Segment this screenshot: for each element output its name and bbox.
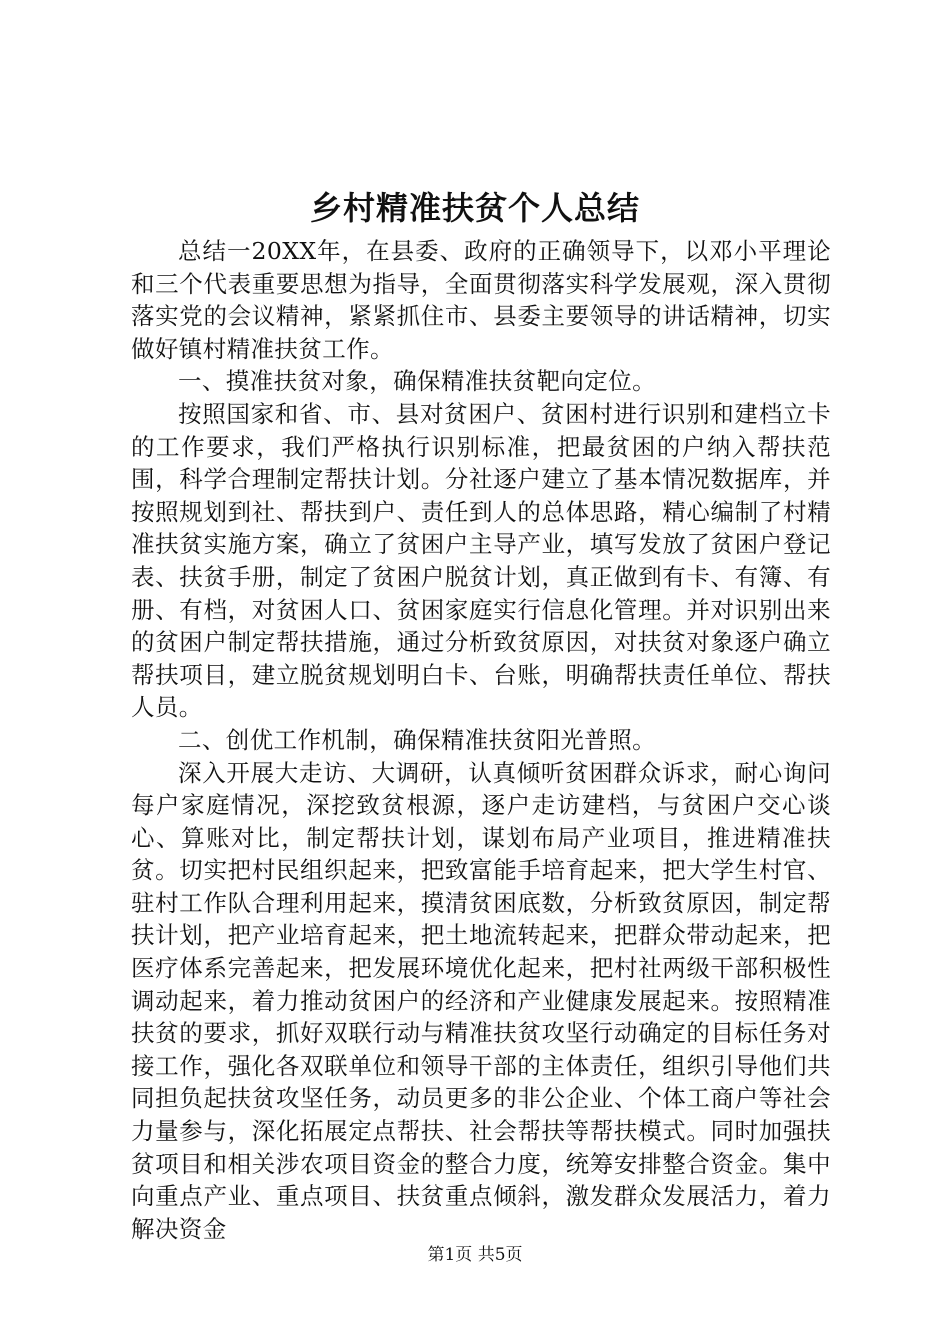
section-heading-1: 一、摸准扶贫对象，确保精准扶贫靶向定位。 [178, 367, 656, 396]
page-title: 乡村精准扶贫个人总结 [309, 189, 640, 227]
paragraph-section-1: 按照国家和省、市、县对贫困户、贫困村进行识别和建档立卡的工作要求，我们严格执行识别标准，把最贫困的户纳入帮扶范围，科学合理制定帮扶计划。分社逐户建立了基本情况数据库，并按照规划到社、帮扶到户、责任到人的总体思路，精心编制了村精准扶贫实施方案，确立了贫困户主导产业，填写发放了贫困户登记表、扶贫手册，制定了贫困户脱贫计划，真正做到有卡、有簿、有册、有档，对贫困人口、贫困家庭实行信息化管理。并对识别出来的贫困户制定帮扶措施，通过分析致贫原因，对扶贫对象逐户确立帮扶项目，建立脱贫规划明白卡、台账，明确帮扶责任单位、帮扶人员。 [131, 399, 831, 722]
section-heading-2: 二、创优工作机制，确保精准扶贫阳光普照。 [178, 725, 656, 754]
paragraph-intro: 总结一20XX年，在县委、政府的正确领导下，以邓小平理论和三个代表重要思想为指导，全面贯彻落实科学发展观，深入贯彻落实党的会议精神，紧紧抓住市、县委主要领导的讲话精神，切实做好镇村精准扶贫工作。 [131, 237, 831, 363]
paragraph-section-2: 深入开展大走访、大调研，认真倾听贫困群众诉求，耐心询问每户家庭情况，深挖致贫根源，逐户走访建档，与贫困户交心谈心、算账对比，制定帮扶计划，谋划布局产业项目，推进精准扶贫。切实把村民组织起来，把致富能手培育起来，把大学生村官、驻村工作队合理利用起来，摸清贫困底数，分析致贫原因，制定帮扶计划，把产业培育起来，把土地流转起来，把群众带动起来，把医疗体系完善起来，把发展环境优化起来，把村社两级干部积极性调动起来，着力推动贫困户的经济和产业健康发展起来。按照精准扶贫的要求，抓好双联行动与精准扶贫攻坚行动确定的目标任务对接工作，强化各双联单位和领导干部的主体责任，组织引导他们共同担负起扶贫攻坚任务，动员更多的非公企业、个体工商户等社会力量参与，深化拓展定点帮扶、社会帮扶等帮扶模式。同时加强扶贫项目和相关涉农项目资金的整合力度，统筹安排整合资金。集中向重点产业、重点项目、扶贫重点倾斜，激发群众发展活力，着力解决资金 [131, 758, 831, 1243]
document-body [131, 235, 831, 1245]
page-footer: 第1页 共5页 [427, 1245, 523, 1265]
